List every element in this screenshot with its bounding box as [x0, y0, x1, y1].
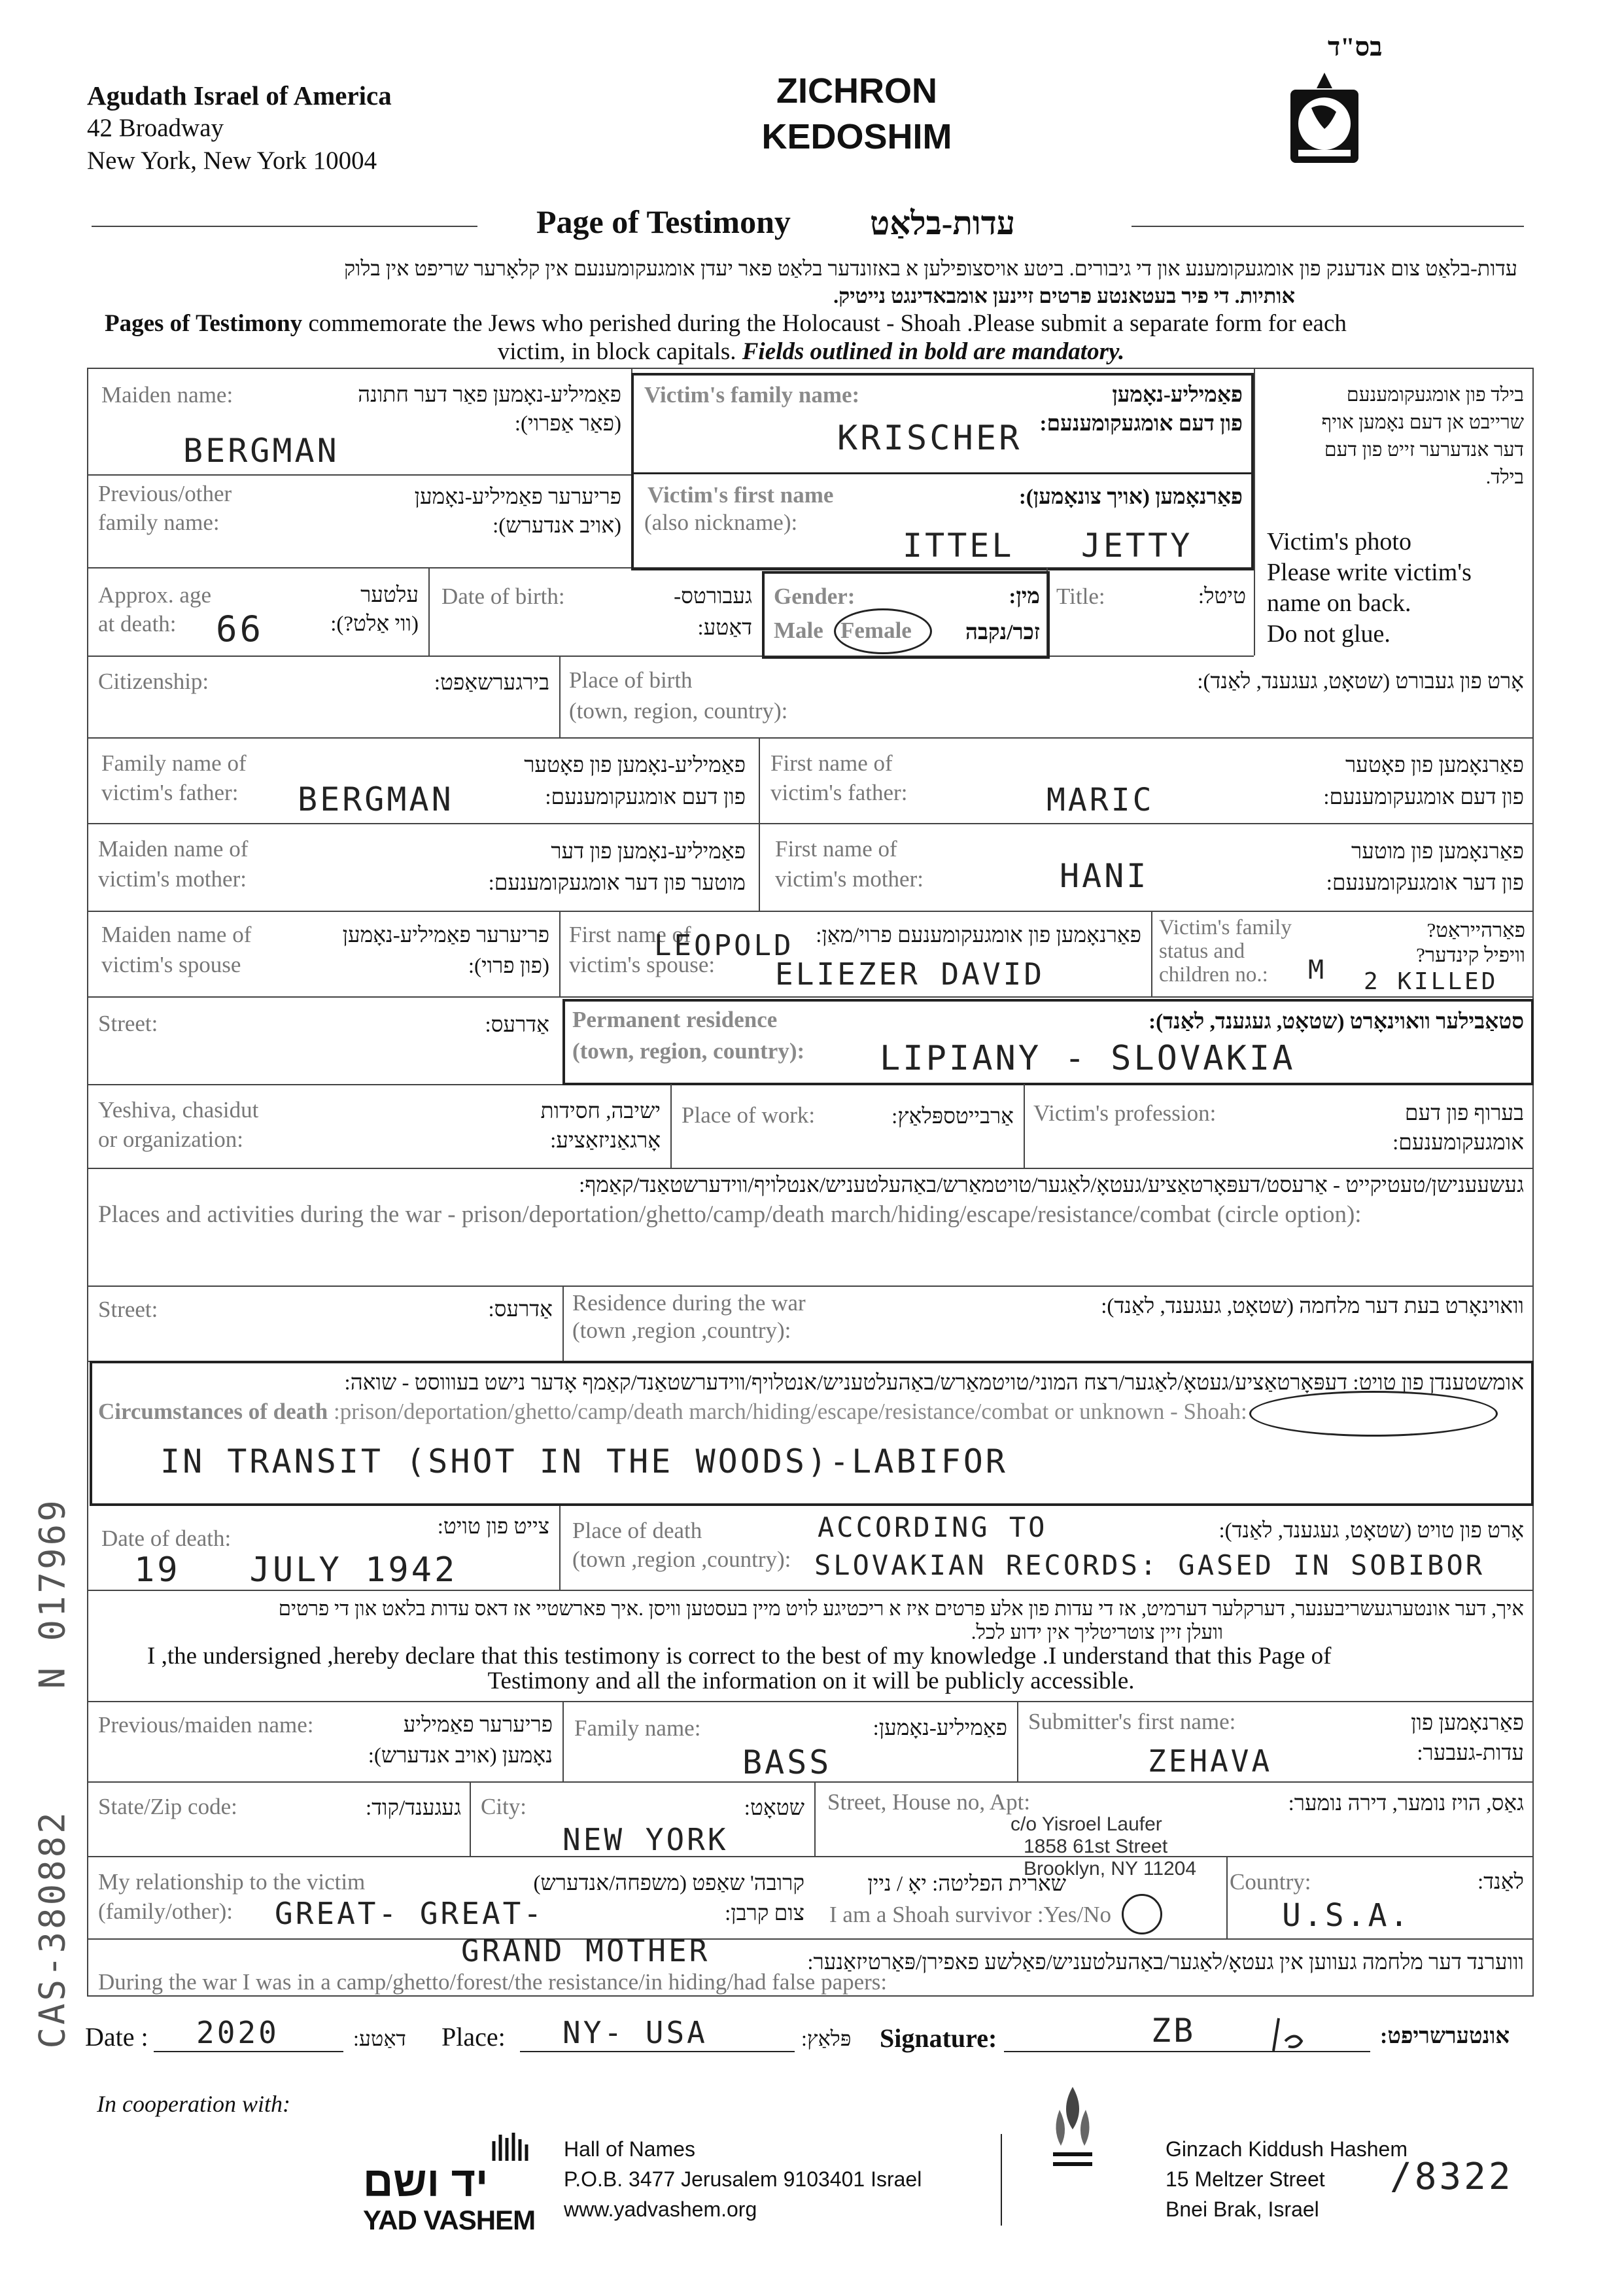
submitter-previous-name-label: Previous/maiden name: [98, 1712, 314, 1738]
death-place-value-1[interactable]: ACCORDING TO [818, 1511, 1048, 1543]
margin-note-cas: CAS-380882 [31, 1810, 73, 2049]
mother-maiden-label-he: פאַמיליע-נאָמען פון דער [551, 840, 746, 864]
previous-name-label-he-2: (אויב אנדערש): [492, 514, 621, 538]
gender-option-male[interactable]: Male [774, 618, 823, 643]
gender-option-female[interactable]: Female [840, 618, 912, 643]
declaration-en-1: I ,the undersigned ,hereby declare that this testimony is correct to the best of my knowledge .I understand that this Page of [147, 1643, 1332, 1670]
circumstances-option-unknown[interactable]: unknown - Shoah: [1079, 1399, 1247, 1424]
sign-date-value[interactable]: 2020 [196, 2015, 279, 2050]
permanent-residence-label-he: סטאַבילער וואוינאָרט (שטאָט, געגענד, לאַנד): [1149, 1010, 1524, 1034]
country-label: Country: [1230, 1869, 1311, 1895]
photo-note-en-line: Victim's photo [1267, 528, 1411, 555]
father-family-label-he: פאַמיליע-נאָמען פון פאָטער [524, 754, 746, 777]
gender-options-he: זכר/נקבה [965, 621, 1040, 644]
intro-en-line-2 [92, 338, 1530, 366]
title-zichron: ZICHRON [776, 71, 937, 111]
spouse-maiden-label: Maiden name of [101, 922, 252, 947]
victim-first-name-label-2: (also nickname): [644, 510, 798, 535]
sign-place-value[interactable]: NY- USA [562, 2015, 708, 2050]
death-date-value[interactable]: 19 JULY 1942 [134, 1550, 458, 1590]
previous-name-label-2: family name: [98, 510, 220, 535]
survivor-no-circle [1122, 1894, 1162, 1934]
age-label: Approx. age [98, 582, 212, 608]
gender-selection-circle [834, 608, 932, 654]
bsd-mark: בס"ד [1328, 32, 1383, 61]
mother-first-value[interactable]: HANI [1060, 857, 1149, 895]
stamp-line: Brooklyn, NY 11204 [1024, 1858, 1197, 1880]
submitter-street-label: Street, House no, Apt: [827, 1789, 1031, 1815]
photo-note-he-line: בילד. [1485, 466, 1524, 488]
city-label: City: [481, 1794, 527, 1819]
survivor-label-he: שארית הפליטה: יאָ / ניין [867, 1872, 1066, 1896]
submitter-family-name-value[interactable]: BASS [742, 1743, 832, 1781]
mother-first-label: First name of [775, 836, 897, 862]
relationship-label-he: קרובה' שאַפט (משפחה/אנדערש) [533, 1872, 804, 1895]
survivor-label[interactable]: I am a Shoah survivor :Yes/No [829, 1902, 1112, 1927]
photo-note-en [1267, 527, 1472, 650]
victim-family-name-value[interactable]: KRISCHER [837, 419, 1022, 458]
place-label-he: פּלאַץ: [801, 2027, 852, 2050]
hall-line: P.O.B. 3477 Jerusalem 9103401 Israel [564, 2167, 922, 2191]
family-status-label-he-2: וויפיל קינדער? [1416, 943, 1525, 966]
unknown-selection-circle [1249, 1391, 1498, 1437]
maiden-name-label-he-2: (פאַר אַפרוי): [514, 412, 621, 436]
form-number-handwritten: /8322 [1390, 2156, 1513, 2198]
death-place-label-he: אָרט פון טויט (שטאָט, געגענד, לאַנד): [1218, 1519, 1524, 1543]
mother-maiden-label-2: victim's mother: [98, 866, 247, 892]
victim-first-name-value[interactable]: ITTEL JETTY [903, 527, 1193, 565]
spouse-maiden-label-he-2: (פון פרוי): [468, 954, 549, 978]
maiden-name-value[interactable]: BERGMAN [183, 432, 339, 470]
mother-maiden-label-he-2: מוטער פון דער אומגעקומענעם: [488, 871, 746, 895]
title-kedoshim: KEDOSHIM [761, 117, 952, 156]
spouse-first-value-1[interactable]: LEOPOLD [654, 929, 794, 962]
state-zip-label: State/Zip code: [98, 1794, 237, 1819]
death-date-label: Date of death: [101, 1526, 232, 1551]
city-value[interactable]: NEW YORK [562, 1822, 729, 1857]
ginzach-address [1166, 2134, 1408, 2224]
victim-family-name-label-he: פאַמיליע-נאָמען [1112, 383, 1243, 407]
dob-label: Date of birth: [441, 584, 565, 609]
war-camp-label-he: וווערנד דער מלחמה געווען אין געטאָ/לאַגער/באַהעלטעניש/פאַלשע פאפירן/פּאַרטיזאַנער: [807, 1951, 1524, 1974]
spouse-maiden-label-he: פריערער פאַמיליע-נאָמען [342, 924, 549, 947]
death-date-label-he: צייט פון טויט: [437, 1515, 549, 1539]
agudath-logo-icon [1279, 69, 1370, 167]
intro-en-text: commemorate the Jews who perished during the Holocaust - Shoah .Please submit a separate form for each [302, 310, 1347, 337]
ginzach-line: Bnei Brak, Israel [1166, 2197, 1319, 2221]
yeshiva-label-he-2: אָרגאַניזאַציע: [550, 1129, 661, 1153]
date-label: Date : [85, 2022, 148, 2052]
state-zip-label-he: געגענד/קוד: [365, 1796, 461, 1820]
war-activities-label-he: געשעענישן/טעטיקייט - אַרעסט/דעפּאָרטאַציע/געטאָ/לאַגער/טויטמאַרש/באַהעלטעניש/אנטלויף/ווידערשטאַנד/קאַמף: [579, 1174, 1524, 1197]
country-value[interactable]: U.S.A. [1282, 1897, 1411, 1934]
father-first-label: First name of [770, 750, 893, 776]
relationship-value-2[interactable]: GRAND MOTHER [461, 1933, 710, 1968]
intro-yiddish-line-2: אותיות. די פיר בעטאנטע פרטים זיינען אומבאדינגט נייטיק. [833, 284, 1295, 307]
relationship-label-he-2: צום קרבן: [725, 1902, 804, 1925]
work-place-label: Place of work: [682, 1102, 816, 1128]
maiden-name-label-he: פאַמיליע-נאָמען פאַר דער חתונה [358, 383, 621, 407]
father-family-label: Family name of [101, 750, 247, 776]
submitter-first-name-label-he: פאַרנאָמען פון [1411, 1711, 1524, 1735]
family-status-value-2[interactable]: 2 KILLED [1364, 968, 1498, 995]
date-label-he: דאַטע: [353, 2027, 406, 2050]
submitter-street-label-he: גאַס, הויז נומער, דירה נומער: [1288, 1792, 1524, 1815]
victim-first-name-label-he: פאַרנאָמען (אויך צונאָמען): [1018, 485, 1243, 509]
circumstances-label-he: אומשטענדן פון טויט: דעפּאָרטאַציע/געטאָ/לאַגער/רצח המוני/טויטמאַרש/באַהעלטעניש/אנטלויף/ווידערשטאַנד/קאַמף אָדער נישט בעוווסט - שואה: [344, 1371, 1524, 1395]
family-status-label-2: status and [1159, 939, 1245, 963]
yad-vashem-logo-en: YAD VASHEM [363, 2205, 536, 2235]
previous-name-label: Previous/other [98, 481, 232, 506]
profession-label: Victim's profession: [1033, 1100, 1217, 1126]
death-place-label-2: (town ,region ,country): [572, 1547, 791, 1572]
photo-note-en-line: name on back. [1267, 589, 1411, 617]
death-place-value-2[interactable]: SLOVAKIAN RECORDS: GASED IN SOBIBOR [814, 1549, 1485, 1581]
intro-en-line-1 [105, 309, 1524, 338]
relationship-label: My relationship to the victim [98, 1869, 366, 1895]
father-first-label-he-2: פון דעם אומגעקומענעם: [1323, 786, 1524, 809]
war-residence-label-2: (town ,region ,country): [572, 1318, 791, 1343]
title-label: Title: [1056, 584, 1105, 609]
circumstances-label-text: :prison/deportation/ghetto/camp/death march/hiding/escape/resistance/combat or [328, 1399, 1080, 1424]
relationship-value-1[interactable]: GREAT- GREAT- [275, 1896, 545, 1931]
circumstances-value[interactable]: IN TRANSIT (SHOT IN THE WOODS)-LABIFOR [160, 1443, 1008, 1480]
dob-label-he: געבורטס- [674, 585, 752, 608]
age-label-2: at death: [98, 611, 177, 637]
signature-label-he: אונטערשריפט: [1380, 2024, 1510, 2048]
declaration-en-2: Testimony and all the information on it will be publicly accessible. [487, 1668, 1135, 1694]
photo-note-he [1266, 381, 1524, 491]
title-rule-right [1132, 226, 1524, 227]
father-family-label-he-2: פון דעם אומגעקומענעם: [545, 786, 746, 809]
photo-note-en-line: Please write victim's [1267, 559, 1472, 586]
father-first-label-2: victim's father: [770, 780, 908, 805]
submitter-family-name-label-he: פאַמיליע-נאָמען: [872, 1717, 1007, 1740]
signature-scribble-icon [1266, 2015, 1311, 2054]
spouse-first-label: First name of [569, 922, 691, 947]
spouse-first-label-he: פאַרנאָמען פון אומגעקומענעם פרוי/מאַן: [816, 924, 1141, 947]
family-status-label-3: children no.: [1159, 963, 1268, 987]
stamp-line: 1858 61st Street [1024, 1836, 1168, 1857]
title-rule-left [92, 226, 477, 227]
father-first-label-he: פאַרנאָמען פון פאָטער [1345, 754, 1524, 777]
father-family-label-2: victim's father: [101, 780, 239, 805]
yad-vashem-flame-icon [491, 2131, 530, 2164]
circumstances-label [98, 1397, 1247, 1426]
spouse-maiden-label-2: victim's spouse [101, 952, 241, 977]
photo-note-he-line: דער אנדערער זייט פון דעם [1324, 439, 1524, 461]
family-status-label-he: פאַרהייראַט? [1426, 918, 1525, 941]
dob-label-he-2: דאַטע: [697, 616, 752, 640]
submitter-first-name-label: Submitter's first name: [1028, 1709, 1236, 1734]
birth-place-label-he: אָרט פון געבורט (שטאָט, געגענד, לאַנד): [1197, 670, 1524, 693]
war-residence-label: Residence during the war [572, 1290, 806, 1316]
work-place-label-he: אַרבייטספּלאַץ: [891, 1105, 1014, 1128]
submitter-previous-name-label-he: פריערער פאַמיליע [403, 1713, 553, 1737]
photo-note-he-line: שרייבט אן דעם נאָמען אויף [1321, 411, 1524, 433]
age-value[interactable]: 66 [216, 608, 264, 650]
victim-first-name-label: Victim's first name [648, 482, 834, 508]
org-name: Agudath Israel of America [87, 80, 392, 111]
birth-place-label: Place of birth [569, 667, 693, 693]
war-street-label-he: אַדרעס: [488, 1298, 553, 1321]
submitter-first-name-value[interactable]: ZEHAVA [1148, 1743, 1273, 1779]
mother-first-label-2: victim's mother: [775, 866, 924, 892]
yeshiva-label-2: or organization: [98, 1127, 243, 1152]
submitter-previous-name-label-he-2: נאָמען (אויב אנדערש): [368, 1744, 553, 1768]
yad-vashem-logo-he: יד ושם [363, 2158, 489, 2205]
permanent-residence-label-2: (town, region, country): [572, 1038, 805, 1064]
declaration-yi-2: וועלן זיין צוטריטליך אין ידוע לכל. [971, 1620, 1223, 1643]
submitter-family-name-label: Family name: [574, 1715, 701, 1741]
circumstances-label-bold: Circumstances of death [98, 1399, 328, 1424]
citizenship-label-he: בירגערשאַפט: [434, 671, 549, 695]
intro-en-text-2: victim, in block capitals. [497, 338, 742, 365]
permanent-residence-value[interactable]: LIPIANY - SLOVAKIA [880, 1039, 1296, 1078]
yeshiva-label-he: ישיבה, חסידות [540, 1100, 661, 1123]
death-place-label: Place of death [572, 1518, 702, 1543]
hall-of-names-address [564, 2134, 922, 2224]
submitter-first-name-label-he-2: עדות-געבער: [1417, 1741, 1524, 1765]
ginzach-flame-icon [1046, 2084, 1099, 2175]
war-street-label: Street: [98, 1297, 158, 1322]
victim-family-name-label-he-2: פון דעם אומגעקומענעם: [1039, 412, 1243, 436]
war-residence-label-he: וואוינאָרט בעת דער מלחמה (שטאָט, געגענד, לאַנד): [1101, 1295, 1524, 1318]
family-status-label: Victim's family [1159, 916, 1292, 939]
place-label: Place: [441, 2022, 506, 2052]
street-label-he: אַדרעס: [485, 1013, 549, 1037]
title-label-he: טיטל: [1198, 585, 1246, 608]
street-label: Street: [98, 1011, 158, 1036]
spouse-first-value-2[interactable]: ELIEZER DAVID [775, 956, 1045, 992]
relationship-label-2: (family/other): [98, 1898, 233, 1924]
country-label-he: לאַנד: [1477, 1870, 1524, 1894]
declaration-yi-1: איך, דער אונטערגעשריבענער, דערקלער דערמיט, אז די עדות פון אלע פרטים איז א ריכטיגע לויט מיין בעסטען וויסן .איך פארשטיי אז דאס עדות בלאט און די פרטים [278, 1597, 1524, 1620]
age-label-he-2: (ווי אַלט?): [330, 612, 419, 636]
hall-line: Hall of Names [564, 2137, 695, 2161]
ginzach-line: 15 Meltzer Street [1166, 2167, 1325, 2191]
intro-yiddish-line-1: עדות-בלאַט צום אנדענק פון אומגעקומענע און די גיבורים. ביטע אויסצופילען א באזונדער בלאַט פאר יעדן אומגעקומענעם אין קלאָרער שריפט אין בלוק [344, 256, 1517, 280]
family-status-value-1[interactable]: M [1308, 955, 1327, 985]
cooperation-label: In cooperation with: [97, 2091, 290, 2117]
signature-label: Signature: [880, 2023, 997, 2053]
profession-label-he-2: אומגעקומענעם: [1392, 1131, 1524, 1155]
org-address-line-2: New York, New York 10004 [87, 147, 377, 175]
yeshiva-label: Yeshiva, chasidut [98, 1097, 259, 1123]
mandatory-note: Fields outlined in bold are mandatory. [742, 338, 1125, 365]
mother-first-label-he: פאַרנאָמען פון מוטער [1351, 840, 1524, 864]
mother-first-label-he-2: פון דער אומגעקומענעם: [1326, 871, 1524, 895]
citizenship-label: Citizenship: [98, 669, 209, 694]
spouse-first-label-2: victim's spouse: [569, 952, 716, 977]
photo-note-en-line: Do not glue. [1267, 620, 1391, 648]
intro-en-bold: Pages of Testimony [105, 310, 303, 337]
maiden-name-label: Maiden name: [101, 382, 233, 408]
age-label-he: עלטער [360, 584, 419, 607]
signature-value[interactable]: ZB [1151, 2012, 1196, 2050]
hall-line[interactable]: www.yadvashem.org [564, 2197, 757, 2221]
mother-maiden-label: Maiden name of [98, 836, 249, 862]
gender-label: Gender: [774, 584, 855, 609]
page-title-en: Page of Testimony [536, 203, 791, 240]
birth-place-label-2: (town, region, country): [569, 698, 788, 724]
victim-family-name-label: Victim's family name: [644, 382, 860, 408]
previous-name-label-he: פריערער פאַמיליע-נאָמען [414, 485, 621, 509]
war-activities-label: Places and activities during the war - prison/deportation/ghetto/camp/death march/hiding/escape/resistance/combat (circle option): [98, 1201, 1362, 1228]
margin-note-number: N 017969 [31, 1497, 73, 1689]
war-camp-label: During the war I was in a camp/ghetto/forest/the resistance/in hiding/had false papers: [98, 1969, 888, 1995]
photo-note-he-line: בילד פון אומגעקומענעם [1346, 384, 1524, 406]
page-title-he: עדות-בלאַט [870, 205, 1016, 241]
father-first-value[interactable]: MARIC [1046, 782, 1154, 818]
permanent-residence-label: Permanent residence [572, 1007, 778, 1032]
stamp-line: c/o Yisroel Laufer [1011, 1813, 1162, 1835]
ginzach-line: Ginzach Kiddush Hashem [1166, 2137, 1408, 2161]
father-family-value[interactable]: BERGMAN [298, 780, 454, 818]
org-address-line-1: 42 Broadway [87, 114, 224, 142]
profession-label-he: בערוף פון דעם [1404, 1102, 1524, 1125]
gender-label-he: מין: [1009, 585, 1040, 608]
city-label-he: שטאָט: [744, 1796, 804, 1820]
